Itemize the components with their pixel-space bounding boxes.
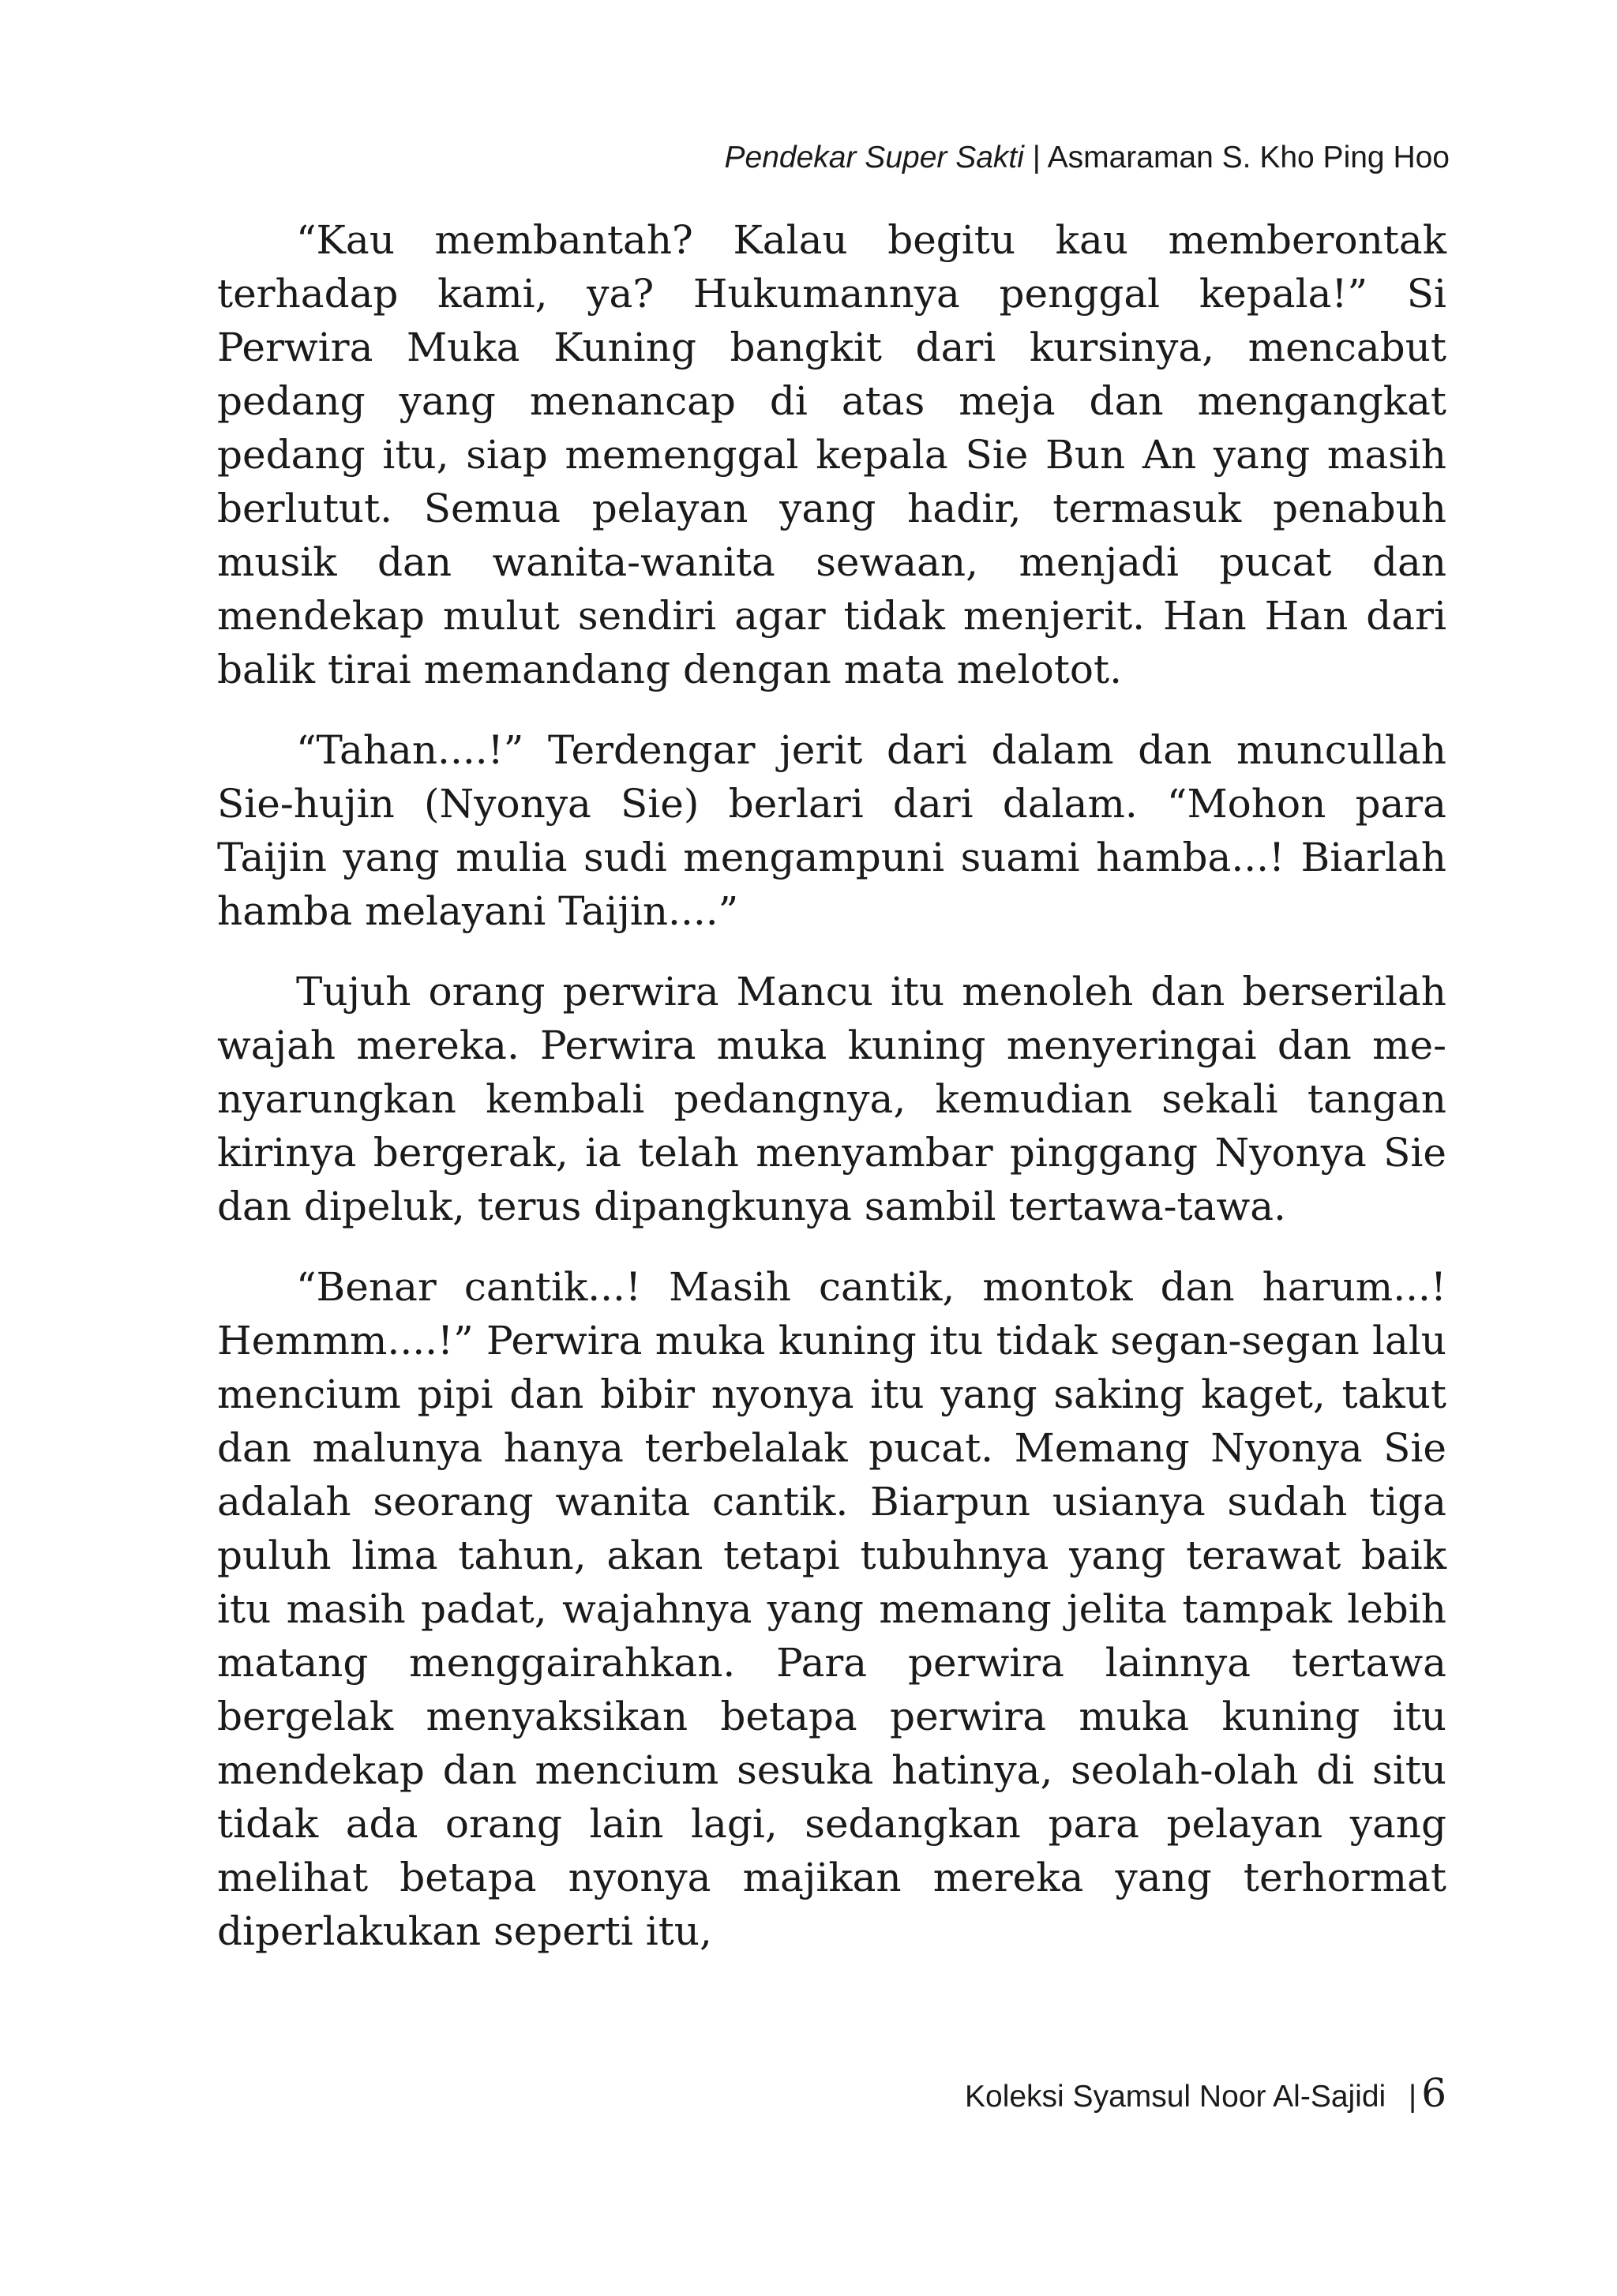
- book-title: Pendekar Super Sakti: [724, 141, 1024, 174]
- running-header: [725, 141, 1450, 175]
- header-separator: |: [1023, 141, 1048, 174]
- paragraph-1: “Kau membantah? Kalau begitu kau memberontak terhadap kami, ya? Hukumannya penggal kepala!” Si Perwira Muka Kuning bangkit dari kursinya, mencabut pedang yang menancap di atas meja dan mengangkat pedang itu, siap memenggal kepala Sie Bun An yang masih berlutut. Semua pelayan yang hadir, termasuk penabuh musik dan wanita-wanita sewaan, menjadi pucat dan mendekap mulut sendiri agar tidak menjerit. Han Han dari balik tirai memandang dengan mata melotot.: [217, 217, 1446, 692]
- body-text: [217, 213, 1446, 1985]
- running-footer: [965, 2070, 1446, 2116]
- author-name: Asmaraman S. Kho Ping Hoo: [1047, 141, 1450, 174]
- page-number: 6: [1421, 2070, 1446, 2116]
- footer-separator: |: [1409, 2080, 1417, 2114]
- paragraph-4: “Benar cantik...! Masih cantik, montok dan harum...! Hemmm....!” Perwira muka kuning itu tidak segan-segan lalu mencium pipi dan bibir nyonya itu yang saking kaget, takut dan malunya hanya terbelalak pucat. Memang Nyonya Sie adalah seorang wanita cantik. Biarpun usianya sudah tiga puluh lima tahun, akan tetapi tubuhnya yang terawat baik itu masih padat, wajahnya yang memang jelita tampak lebih matang menggairahkan. Para perwira lainnya tertawa bergelak menyaksikan betapa perwira muka kuning itu mendekap dan mencium sesuka hatinya, seolah-olah di situ tidak ada orang lain lagi, sedangkan para pelayan yang melihat betapa nyonya majikan mereka yang terhormat diperlakukan seperti itu,: [217, 1264, 1446, 1954]
- collection-name: Koleksi Syamsul Noor Al-Sajidi: [965, 2080, 1386, 2114]
- paragraph-2: “Tahan....!” Terdengar jerit dari dalam dan muncullah Sie-hujin (Nyonya Sie) berlari dari dalam. “Mohon para Taijin yang mulia sudi mengampuni suami hamba...! Biarlah hamba melayani Taijin....”: [217, 727, 1446, 934]
- paragraph-3: Tujuh orang perwira Mancu itu menoleh dan berserilah wajah mereka. Perwira muka kuning menyeringai dan me-nyarungkan kembali pedangnya, kemudian sekali tangan kirinya bergerak, ia telah menyambar pinggang Nyonya Sie dan dipeluk, terus dipangkunya sambil tertawa-tawa.: [217, 969, 1446, 1229]
